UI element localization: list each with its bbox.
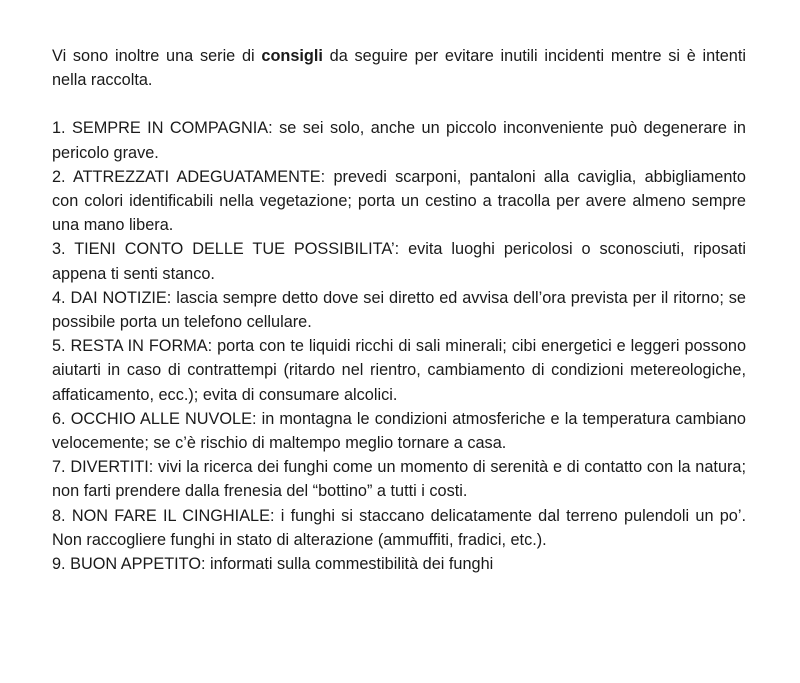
tip-item-6: 6. OCCHIO ALLE NUVOLE: in montagna le condizioni atmosferiche e la temperatura cambiano velocemente; se c’è rischio di maltempo meglio tornare a casa. [52,409,746,453]
tip-item-1: 1. SEMPRE IN COMPAGNIA: se sei solo, anche un piccolo inconveniente può degenerare in pericolo grave. [52,119,746,162]
tip-item-9: 9. BUON APPETITO: informati sulla commestibilità dei funghi [52,555,494,574]
intro-text-before: Vi sono inoltre una serie di [52,47,262,65]
tip-item-2: 2. ATTREZZATI ADEGUATAMENTE: prevedi scarponi, pantaloni alla caviglia, abbigliamento con colori identificabili nella vegetazione; porta un cestino a tracolla per avere almeno sempre una mano libera. [52,167,746,235]
document-page [52,44,746,576]
tip-item-4: 4. DAI NOTIZIE: lascia sempre detto dove sei diretto ed avvisa dell’ora prevista per il ritorno; se possibile porta un telefono cellulare. [52,288,746,332]
intro-paragraph [52,44,746,92]
intro-text-after: da seguire per evitare inutili incidenti mentre si è intenti nella raccolta. [52,47,746,90]
tips-list [52,116,746,576]
tip-item-3: 3. TIENI CONTO DELLE TUE POSSIBILITA’: evita luoghi pericolosi o sconosciuti, riposati appena ti senti stanco. [52,240,746,283]
tip-item-8: 8. NON FARE IL CINGHIALE: i funghi si staccano delicatamente dal terreno pulendoli un po’. Non raccogliere funghi in stato di alterazione (ammuffiti, fradici, etc.). [52,506,746,549]
tip-item-7: 7. DIVERTITI: vivi la ricerca dei funghi come un momento di serenità e di contatto con la natura; non farti prendere dalla frenesia del “bottino” a tutti i costi. [52,458,746,501]
tip-item-5: 5. RESTA IN FORMA: porta con te liquidi ricchi di sali minerali; cibi energetici e leggeri possono aiutarti in caso di contrattempi (ritardo nel rientro, cambiamento di condizioni metereologiche, affaticamento, ecc.); evita di consumare alcolici. [52,337,746,404]
intro-bold-word: consigli [261,47,323,65]
